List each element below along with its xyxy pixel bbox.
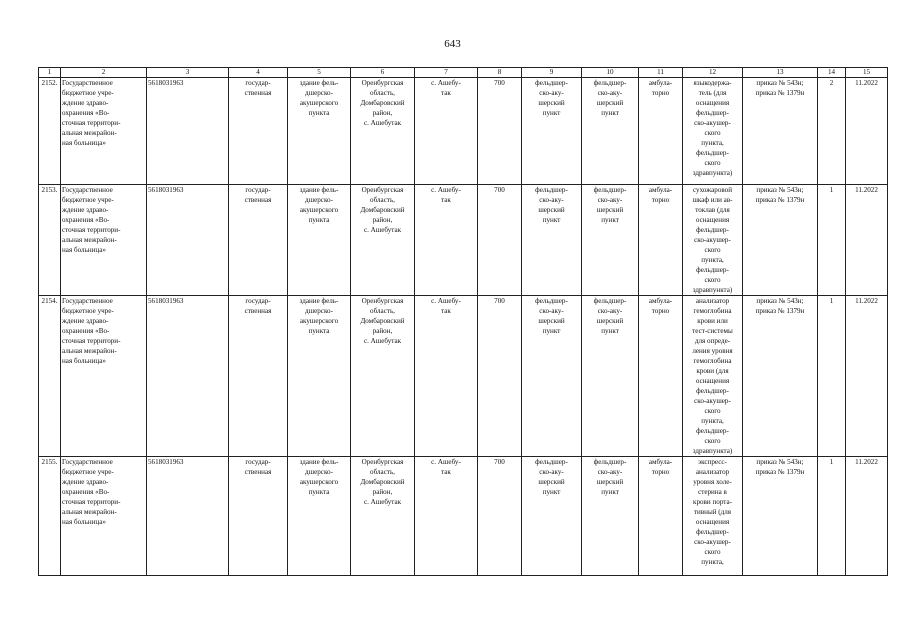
care-conditions-cell: амбула- торно [639,78,683,185]
quantity-cell: 1 [818,457,846,576]
address-cell: Оренбургская область, Домбаровский район, с. Ашебутак [351,78,415,185]
table-row [39,185,888,296]
building-type-cell: здание фель- дшерско- акушерского пункта [288,457,351,576]
row-number-cell: 2152. [39,78,61,185]
settlement-cell: с. Ашебу- так [415,185,478,296]
quantity-cell: 1 [818,185,846,296]
unit-type-cell: фельдшер- ско-аку- шерский пункт [522,296,582,457]
institution-name-cell: Государственное бюджетное учре- ждение здраво- охранения «Во- сточная территори- альная межрайон- ная больница» [61,457,147,576]
unit-type-cell: фельдшер- ско-аку- шерский пункт [522,78,582,185]
inn-cell: 5618031963 [147,457,229,576]
inn-cell: 5618031963 [147,296,229,457]
distance-cell: 700 [478,457,522,576]
column-number-header: 5 [288,68,351,78]
column-number-header: 4 [229,68,288,78]
equipment-name-cell: языкодержа- тель (для оснащения фельдшер- ско-акушер- ского пункта, фельдшер- ского здравпункта) [683,78,743,185]
subunit-type-cell: фельдшер- ско-аку- шерский пункт [582,296,639,457]
care-conditions-cell: амбула- торно [639,185,683,296]
column-number-header: 11 [639,68,683,78]
column-number-header: 13 [743,68,818,78]
column-number-header: 12 [683,68,743,78]
distance-cell: 700 [478,78,522,185]
address-cell: Оренбургская область, Домбаровский район, с. Ашебутак [351,185,415,296]
ownership-form-cell: государ- ственная [229,296,288,457]
institution-name-cell: Государственное бюджетное учре- ждение здраво- охранения «Во- сточная территори- альная межрайон- ная больница» [61,78,147,185]
table-row [39,296,888,457]
page-number: 643 [444,38,461,50]
registry-table [38,67,888,576]
deadline-cell: 11.2022 [846,457,888,576]
care-conditions-cell: амбула- торно [639,296,683,457]
building-type-cell: здание фель- дшерско- акушерского пункта [288,185,351,296]
ownership-form-cell: государ- ственная [229,78,288,185]
equipment-name-cell: сухожаровой шкаф или ав- токлав (для оснащения фельдшер- ско-акушер- ского пункта, фельдшер- ского здравпункта) [683,185,743,296]
institution-name-cell: Государственное бюджетное учре- ждение здраво- охранения «Во- сточная территори- альная межрайон- ная больница» [61,296,147,457]
settlement-cell: с. Ашебу- так [415,78,478,185]
equipment-name-cell: анализатор гемоглобина крови или тест-системы для опреде- ления уровня гемоглобина крови (для оснащения фельдшер- ско-акушер- ского пункта, фельдшер- ского здравпункта) [683,296,743,457]
column-number-header: 9 [522,68,582,78]
column-number-header: 14 [818,68,846,78]
unit-type-cell: фельдшер- ско-аку- шерский пункт [522,185,582,296]
regulation-cell: приказ № 543н; приказ № 1379н [743,185,818,296]
regulation-cell: приказ № 543н; приказ № 1379н [743,296,818,457]
regulation-cell: приказ № 543н; приказ № 1379н [743,78,818,185]
quantity-cell: 2 [818,78,846,185]
unit-type-cell: фельдшер- ско-аку- шерский пункт [522,457,582,576]
quantity-cell: 1 [818,296,846,457]
column-number-header: 8 [478,68,522,78]
column-number-header: 3 [147,68,229,78]
ownership-form-cell: государ- ственная [229,185,288,296]
subunit-type-cell: фельдшер- ско-аку- шерский пункт [582,457,639,576]
column-number-header: 2 [61,68,147,78]
column-number-header-row [39,68,888,78]
deadline-cell: 11.2022 [846,78,888,185]
deadline-cell: 11.2022 [846,185,888,296]
distance-cell: 700 [478,185,522,296]
settlement-cell: с. Ашебу- так [415,457,478,576]
column-number-header: 15 [846,68,888,78]
address-cell: Оренбургская область, Домбаровский район, с. Ашебутак [351,296,415,457]
distance-cell: 700 [478,296,522,457]
column-number-header: 7 [415,68,478,78]
inn-cell: 5618031963 [147,78,229,185]
row-number-cell: 2154. [39,296,61,457]
building-type-cell: здание фель- дшерско- акушерского пункта [288,296,351,457]
equipment-name-cell: экспресс- анализатор уровня холе- стерина в крови порта- тивный (для оснащения фельдшер- ско-акушер- ского пункта, [683,457,743,576]
table-row [39,78,888,185]
subunit-type-cell: фельдшер- ско-аку- шерский пункт [582,78,639,185]
column-number-header: 1 [39,68,61,78]
subunit-type-cell: фельдшер- ско-аку- шерский пункт [582,185,639,296]
row-number-cell: 2153. [39,185,61,296]
deadline-cell: 11.2022 [846,296,888,457]
column-number-header: 6 [351,68,415,78]
building-type-cell: здание фель- дшерско- акушерского пункта [288,78,351,185]
inn-cell: 5618031963 [147,185,229,296]
settlement-cell: с. Ашебу- так [415,296,478,457]
table-body [39,68,888,576]
address-cell: Оренбургская область, Домбаровский район, с. Ашебутак [351,457,415,576]
ownership-form-cell: государ- ственная [229,457,288,576]
column-number-header: 10 [582,68,639,78]
institution-name-cell: Государственное бюджетное учре- ждение здраво- охранения «Во- сточная территори- альная межрайон- ная больница» [61,185,147,296]
row-number-cell: 2155. [39,457,61,576]
table-row [39,457,888,576]
care-conditions-cell: амбула- торно [639,457,683,576]
regulation-cell: приказ № 543н; приказ № 1379н [743,457,818,576]
